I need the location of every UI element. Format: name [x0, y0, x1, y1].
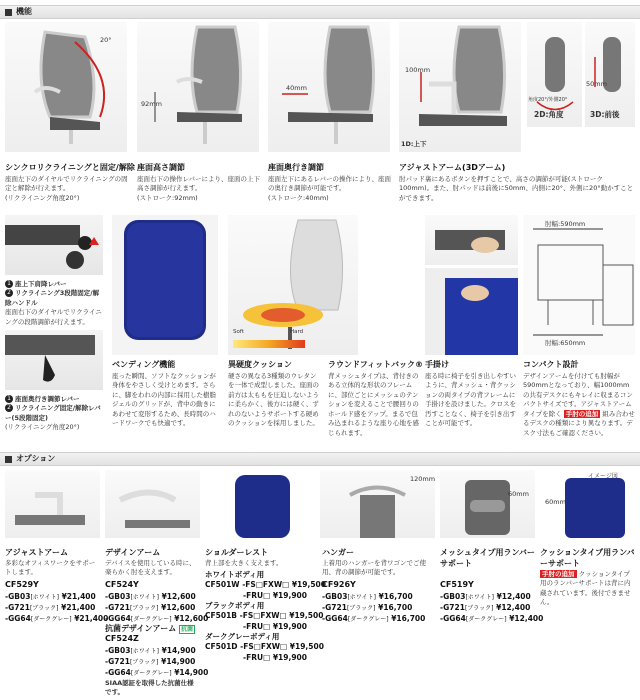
option-adjust-arm-desc: 多彩なオフィスワークをサポートします。	[5, 559, 96, 577]
handle-title: 手掛け	[425, 360, 449, 369]
antibacterial-tag: 抗菌	[181, 626, 194, 633]
adjust-arm-title: アジャストアーム(3Dアーム)	[399, 163, 506, 172]
lever-closeup-photo-2	[5, 330, 103, 390]
hardness-scale	[233, 340, 305, 348]
adjust-arm-photo	[399, 22, 521, 152]
round-fit-desc: 背メッシュタイプは、背付きのある立体的な形状のフレームに、部位ごとにメッシュのテンションを変えることで腰回りのホールド感をアップ。まるで包み込まれるような座り心地を感じられます。	[328, 372, 419, 437]
price-row: -FRU□ ¥19,900	[243, 653, 307, 662]
shoulder-group-title: ダークグレーボディ用	[205, 632, 280, 641]
cushion-title: 異硬度クッション	[228, 360, 292, 369]
hanger-dim: 120mm	[410, 475, 435, 483]
price-row: CF501B -FS□FXW□ ¥19,500	[205, 611, 324, 620]
price-row: -GB03[ホワイト] ¥16,700	[322, 592, 413, 601]
option-shoulder-rest-name: ショルダーレスト	[205, 548, 269, 557]
arm-front-back-dim: 50mm	[586, 80, 607, 88]
seat-height-desc: 座面右下の操作レバーにより、座面の上下高さ調節が行えます。 (ストローク:92mm)	[137, 175, 261, 202]
options-section-title: オプション	[16, 454, 56, 463]
recline-angle-label: 20°	[100, 36, 112, 44]
bending-title: ベンディング機能	[112, 360, 176, 369]
option-shoulder-rest-photo	[205, 470, 315, 538]
handle-photo-1	[425, 215, 518, 265]
seat-depth-title: 座面奥行き調節	[268, 163, 324, 172]
price-row: -G721[ブラック] ¥14,900	[105, 657, 196, 666]
shoulder-group-title: ホワイトボディ用	[205, 570, 265, 579]
siaa-note: SIAA認証を取得した抗菌仕様です。	[105, 679, 194, 697]
compact-title: コンパクト設計	[523, 360, 579, 369]
synchro-reclining-photo	[5, 22, 127, 152]
option-hanger-code: CF926Y	[322, 580, 356, 589]
price-row: -GG64[ダークグレー] ¥14,900	[105, 668, 209, 677]
option-design-arm-code: CF524Y	[105, 580, 139, 589]
price-row: -G721[ブラック] ¥21,400	[5, 603, 96, 612]
option-adjust-arm-code: CF529Y	[5, 580, 39, 589]
option-cushion-lumbar-desc: 手肘の追加 クッションタイプ用のランバーサポートは背に内蔵されています。後付できません。	[540, 570, 631, 607]
synchro-reclining-title: シンクロリクライニングと固定/解除	[5, 163, 135, 172]
option-hanger-desc: 上着用のハンガーを背ワゴンでご使用、背の調節が可能です。	[322, 559, 426, 577]
price-row: -G721[ブラック] ¥12,600	[105, 603, 196, 612]
bending-desc: 座った瞬間、ソフトなクッションが身体をやさしく受けとめます。さらに、脚をわれの内部に採用した樹脂ジェルのグリッドが、背中の動きにあわせて変形するため、長時間のハードワークでも快適です。	[112, 372, 216, 428]
price-row: -G721[ブラック] ¥12,400	[440, 603, 531, 612]
option-mesh-lumbar-name: メッシュタイプ用ランバーサポート	[440, 548, 535, 568]
seat-height-dim: 92mm	[141, 100, 162, 108]
mesh-lumbar-dim: 60mm	[508, 490, 529, 498]
option-cushion-lumbar-photo	[540, 470, 635, 538]
soft-label: Soft	[233, 329, 244, 335]
seat-depth-photo	[268, 22, 390, 152]
antibacterial-arm-code: CF524Z	[105, 634, 139, 643]
option-shoulder-rest-desc: 背上部を大きく支えます。	[205, 559, 283, 567]
round-fit-title: ラウンドフィットバック®	[328, 360, 423, 369]
image-label: イメージ図	[588, 473, 618, 480]
adjust-arm-desc: 肘パッド裏にあるボタンを押すことで、高さの調節が可能(ストローク100mm)。また、肘パッドは前後に50mm、内側に20°、外側に20°動かすことができます。	[399, 175, 634, 202]
arm-angle-dim: 角度20°/外側20°	[528, 97, 568, 103]
compact-diagram	[523, 215, 635, 355]
option-adjust-arm-name: アジャストアーム	[5, 548, 69, 557]
price-row: -GG64[ダークグレー] ¥21,400	[5, 614, 109, 623]
option-design-arm-photo	[105, 470, 200, 538]
price-row: CF501W -FS□FXW□ ¥19,500	[205, 580, 326, 589]
handle-photo-2	[425, 268, 518, 355]
bending-photo	[112, 215, 218, 355]
arm-1d-label: 1D:上下	[401, 140, 427, 148]
handle-desc: 座る時に椅子を引き出しやすいように、背メッシュ・背クッションの両タイプの背フレームに手掛けを設けました。クロスを汚すことなく、椅子を引き出すことが可能です。	[425, 372, 516, 428]
compact-desc: デザインアームを付けても肘幅が590mmとなっており、幅1000mmの共有デスクにもキレイに収まるコンパクトサイズです。アジャストアームタイプを除く 手肘の追加 組み合わせるデスクの種類により異なります。デスク寸法もご確認ください。	[523, 372, 635, 437]
option-cushion-lumbar-name: クッションタイプ用ランバーサポート	[540, 548, 635, 568]
lever-list-2: 1 座面奥行き調節レバー 2 リクライニング固定/解除レバー(5段階固定) (リクライニング角度20°)	[5, 395, 101, 432]
price-row: -GG64[ダークグレー] ¥12,400	[440, 614, 544, 623]
price-row: -FRU□ ¥19,900	[243, 622, 307, 631]
option-design-arm-desc: デバイスを使用している時に、楽らかく肘を支えます。	[105, 559, 196, 577]
seat-height-title: 座面高さ調節	[137, 163, 185, 172]
option-hanger-photo	[320, 470, 435, 538]
price-row: CF501D -FS□FXW□ ¥19,500	[205, 642, 324, 651]
options-section-bar	[0, 452, 640, 466]
cushion-photo	[228, 215, 358, 355]
seat-depth-dim: 40mm	[286, 84, 307, 92]
features-section-title: 機能	[16, 7, 32, 16]
price-row: -G721[ブラック] ¥16,700	[322, 603, 413, 612]
shoulder-group-title: ブラックボディ用	[205, 601, 265, 610]
cushion-lumbar-dim: 60mm	[545, 498, 566, 506]
lever-closeup-photo-1	[5, 215, 103, 275]
hard-label: Hard	[290, 329, 304, 335]
price-row: -GB03[ホワイト] ¥12,600	[105, 592, 196, 601]
lever-list-1: 1 座上下肩降レバー 2 リクライニング3段階固定/解除ハンドル 座面右下のダイヤルでリクライニングの段階調節が行えます。	[5, 280, 102, 326]
option-mesh-lumbar-code: CF519Y	[440, 580, 474, 589]
seat-height-photo	[137, 22, 259, 152]
arm-width-590: 肘幅:590mm	[545, 220, 586, 228]
cushion-desc: 硬さの異なる3種類のウレタンを一体で成型しました。座面の前方は太ももを圧迫しないように柔らかく、後方には硬く、ずれのないようサポートする硬めのクッションを採用しました。	[228, 372, 319, 428]
section-marker-icon	[5, 456, 12, 463]
price-row: -FRU□ ¥19,900	[243, 591, 307, 600]
price-row: -GB03[ホワイト] ¥21,400	[5, 592, 96, 601]
arm-3d-label: 3D:前後	[590, 110, 620, 119]
price-row: -GG64[ダークグレー] ¥16,700	[322, 614, 426, 623]
section-marker-icon	[5, 9, 12, 16]
option-hanger-name: ハンガー	[322, 548, 354, 557]
price-row: -GB03[ホワイト] ¥14,900	[105, 646, 196, 655]
up-arrow-icon	[89, 237, 99, 245]
option-adjust-arm-photo	[5, 470, 100, 538]
price-row: -GB03[ホワイト] ¥12,400	[440, 592, 531, 601]
seat-depth-desc: 座面左下にあるレバーの操作により、座面の奥行き調節が可能です。 (ストローク:40mm)	[268, 175, 392, 202]
antibacterial-arm-name: 抗菌デザインアーム 抗菌	[105, 624, 194, 633]
badge: 手肘の追加	[565, 409, 599, 418]
arm-2d-label: 2D:角度	[534, 110, 564, 119]
badge: 手肘の追加	[542, 570, 575, 578]
features-section-bar	[0, 5, 640, 19]
price-row: -GG64[ダークグレー] ¥12,600	[105, 614, 209, 623]
option-mesh-lumbar-photo	[440, 470, 535, 538]
arm-width-650: 肘幅:650mm	[545, 339, 586, 347]
arm-height-dim: 100mm	[405, 66, 431, 74]
synchro-reclining-desc: 座面左下のダイヤルでリクライニングの固定と解除が行えます。 (リクライニング角度20°)	[5, 175, 128, 202]
option-design-arm-name: デザインアーム	[105, 548, 161, 557]
